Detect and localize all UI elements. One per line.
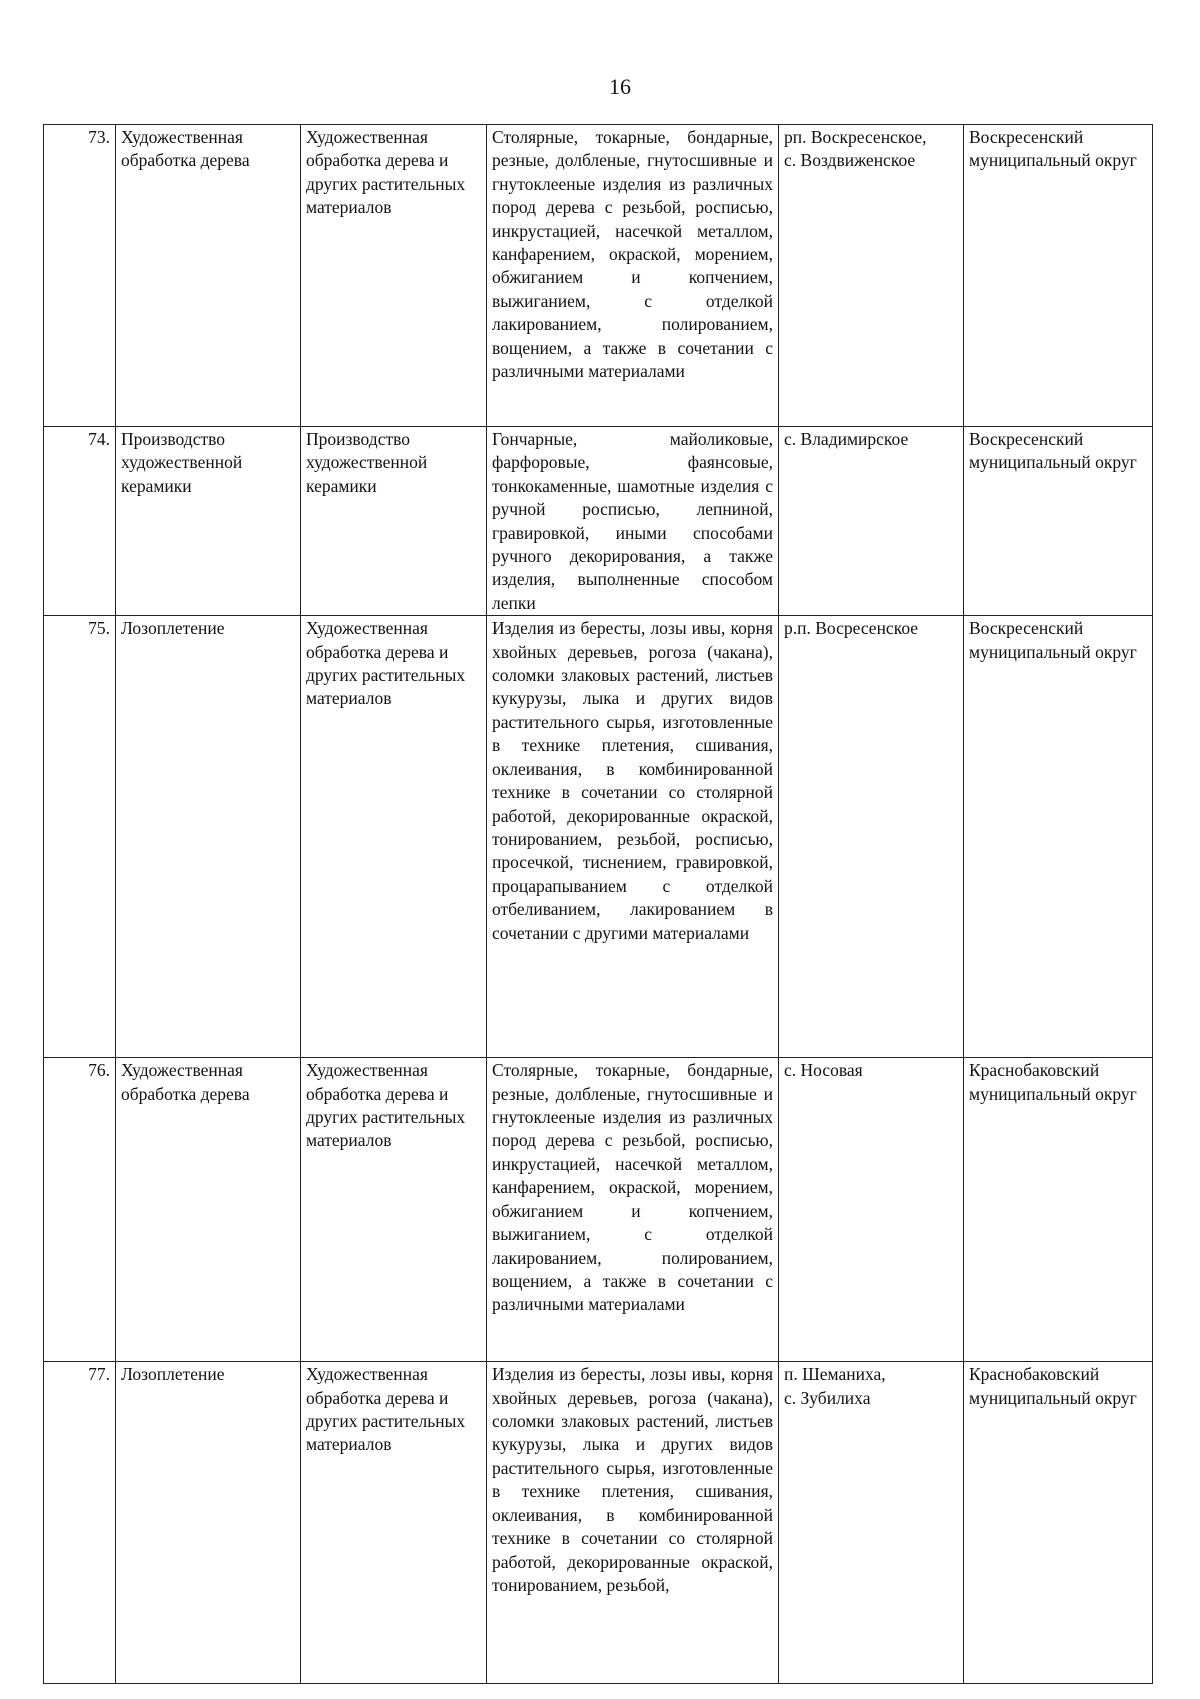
craft-description: Столярные, токарные, бондарные, резные, долбленые, гнутосшивные и гнутоклееные изделия из различных пород дерева с резьбой, росписью, инкрустацией, насечкой металлом, канфарением, окраской, морением, обжиганием и копчением, выжиганием, с отделкой лакированием, полированием, вощением, а также в сочетании с различными материалами	[487, 1058, 779, 1362]
craft-district: Воскресенский муниципальный округ	[964, 125, 1153, 427]
craft-name: Художественная обработка дерева	[116, 1058, 301, 1362]
table-row	[44, 1058, 1153, 1362]
craft-name: Производство художественной керамики	[116, 427, 301, 616]
page-number: 16	[609, 74, 631, 99]
row-number: 73.	[44, 125, 116, 427]
row-number: 77.	[44, 1362, 116, 1684]
craft-district: Воскресенский муниципальный округ	[964, 616, 1153, 1058]
table-row	[44, 427, 1153, 616]
craft-district: Воскресенский муниципальный округ	[964, 427, 1153, 616]
craft-location: с. Владимирское	[779, 427, 964, 616]
table-row	[44, 1362, 1153, 1684]
craft-description: Изделия из бересты, лозы ивы, корня хвойных деревьев, рогоза (чакана), соломки злаковых растений, листьев кукурузы, лыка и других видов растительного сырья, изготовленные в технике плетения, сшивания, оклеивания, в комбинированной технике в сочетании со столярной работой, декорированные окраской, тонированием, резьбой, росписью, просечкой, тиснением, гравировкой, процарапыванием с отделкой отбеливанием, лакированием в сочетании с другими материалами	[487, 616, 779, 1058]
craft-category: Художественная обработка дерева и других растительных материалов	[301, 616, 487, 1058]
craft-category: Художественная обработка дерева и других растительных материалов	[301, 1362, 487, 1684]
craft-name: Лозоплетение	[116, 1362, 301, 1684]
craft-location: с. Носовая	[779, 1058, 964, 1362]
craft-location: рп. Воскресенское, с. Воздвиженское	[779, 125, 964, 427]
craft-name: Лозоплетение	[116, 616, 301, 1058]
row-number: 76.	[44, 1058, 116, 1362]
table-row	[44, 616, 1153, 1058]
craft-location: п. Шеманиха, с. Зубилиха	[779, 1362, 964, 1684]
craft-district: Краснобаковский муниципальный округ	[964, 1058, 1153, 1362]
craft-location: р.п. Восресенское	[779, 616, 964, 1058]
row-number: 75.	[44, 616, 116, 1058]
table-row	[44, 125, 1153, 427]
craft-district: Краснобаковский муниципальный округ	[964, 1362, 1153, 1684]
crafts-registry-table	[43, 124, 1153, 1684]
craft-description: Изделия из бересты, лозы ивы, корня хвойных деревьев, рогоза (чакана), соломки злаковых растений, листьев кукурузы, лыка и других видов растительного сырья, изготовленные в технике плетения, сшивания, оклеивания, в комбинированной технике в сочетании со столярной работой, декорированные окраской, тонированием, резьбой,	[487, 1362, 779, 1684]
craft-category: Художественная обработка дерева и других растительных материалов	[301, 1058, 487, 1362]
craft-category: Производство художественной керамики	[301, 427, 487, 616]
row-number: 74.	[44, 427, 116, 616]
craft-name: Художественная обработка дерева	[116, 125, 301, 427]
craft-description: Столярные, токарные, бондарные, резные, долбленые, гнутосшивные и гнутоклееные изделия из различных пород дерева с резьбой, росписью, инкрустацией, насечкой металлом, канфарением, окраской, морением, обжиганием и копчением, выжиганием, с отделкой лакированием, полированием, вощением, а также в сочетании с различными материалами	[487, 125, 779, 427]
craft-description: Гончарные, майоликовые, фарфоровые, фаянсовые, тонкокаменные, шамотные изделия с ручной росписью, лепниной, гравировкой, иными способами ручного декорирования, а также изделия, выполненные способом лепки	[487, 427, 779, 616]
craft-category: Художественная обработка дерева и других растительных материалов	[301, 125, 487, 427]
